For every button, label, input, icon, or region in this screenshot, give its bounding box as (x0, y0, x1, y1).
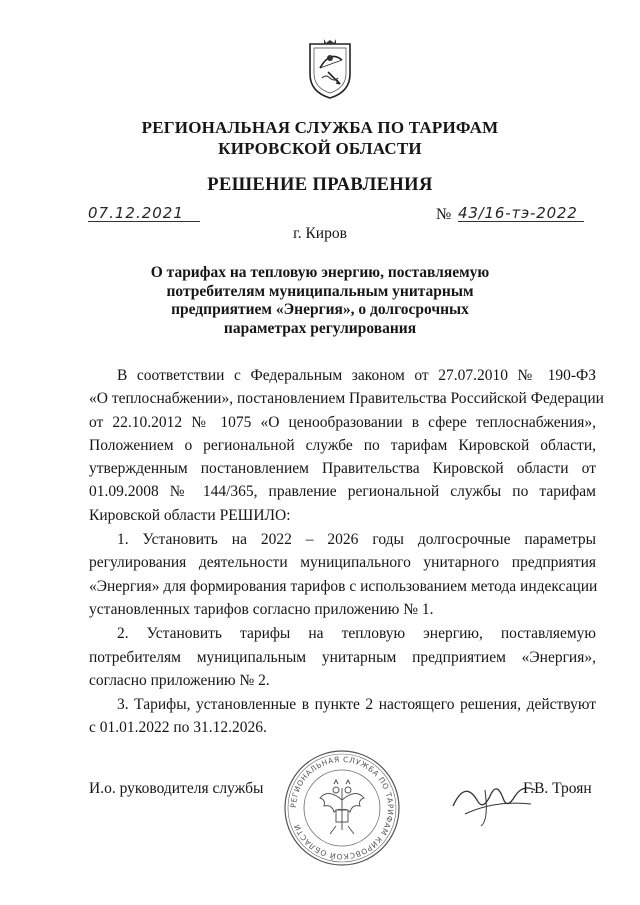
item-paragraph-3 (89, 693, 596, 740)
text-line: В соответствии с Федеральным законом от 27.07.2010 № 190-ФЗ (117, 367, 596, 384)
decision-subject (150, 264, 490, 338)
handwritten-signature (445, 770, 545, 830)
preamble-paragraph (89, 364, 604, 527)
item-paragraph-2 (89, 622, 596, 692)
number-label: № (436, 206, 452, 223)
text-line: 01.09.2008 № 144/365, правление региональной службы по тарифам (89, 483, 596, 501)
text-line: регулирования деятельности муниципального унитарного предприятия (89, 554, 596, 572)
text-line: 2. Установить тарифы на тепловую энергию, поставляемую (117, 625, 596, 643)
org-name-line1: РЕГИОНАЛЬНАЯ СЛУЖБА ПО ТАРИФАМ (141, 118, 499, 137)
eagle-icon (320, 780, 364, 834)
subject-line: параметрах регулирования (223, 319, 417, 337)
text-line: утвержденным постановлением Правительства Кировской области от (89, 460, 596, 478)
org-name-line2: КИРОВСКОЙ ОБЛАСТИ (218, 139, 422, 158)
decision-number: 43/16-тэ-2022 (458, 205, 584, 222)
signatory-name: Г.В. Троян (523, 780, 592, 797)
text-line: потребителям муниципальным унитарным предприятием «Энергия», (89, 648, 596, 666)
text-line: «О теплоснабжении», постановлением Правительства Российской Федерации (89, 390, 604, 408)
item-paragraph-1 (89, 528, 596, 621)
subject-line: предприятием «Энергия», о долгосрочных (171, 301, 469, 318)
decision-body (89, 364, 604, 740)
official-seal (282, 748, 402, 868)
text-line: «Энергия» для формирования тарифов с использованием метода индексации (89, 577, 598, 595)
subject-line: О тарифах на тепловую энергию, поставляемую (150, 264, 490, 281)
coat-of-arms-icon (306, 38, 354, 100)
city-name: г. Киров (293, 225, 347, 242)
text-line: установленных тарифов согласно приложению № 1. (89, 600, 434, 618)
text-line: 3. Тарифы, установленные в пункте 2 настоящего решения, действуют (117, 696, 596, 714)
seal-ring-text: РЕГИОНАЛЬНАЯ СЛУЖБА ПО ТАРИФАМ КИРОВСКОЙ ОБЛАСТИ (288, 754, 396, 862)
text-line: Кировской области РЕШИЛО: (89, 506, 291, 524)
text-line: Положением о региональной службе по тарифам Кировской области, (89, 436, 596, 454)
signatory-position: И.о. руководителя службы (89, 780, 264, 797)
text-line: с 01.01.2022 по 31.12.2026. (89, 719, 267, 737)
subject-line: потребителям муниципальным унитарным (166, 282, 474, 300)
text-line: согласно приложению № 2. (89, 671, 270, 689)
decision-date: 07.12.2021 (88, 205, 200, 222)
text-line: от 22.10.2012 № 1075 «О ценообразовании в сфере теплоснабжения», (89, 413, 596, 431)
text-line: 1. Установить на 2022 – 2026 годы долгосрочные параметры (117, 531, 596, 549)
document-title: РЕШЕНИЕ ПРАВЛЕНИЯ (207, 175, 433, 195)
